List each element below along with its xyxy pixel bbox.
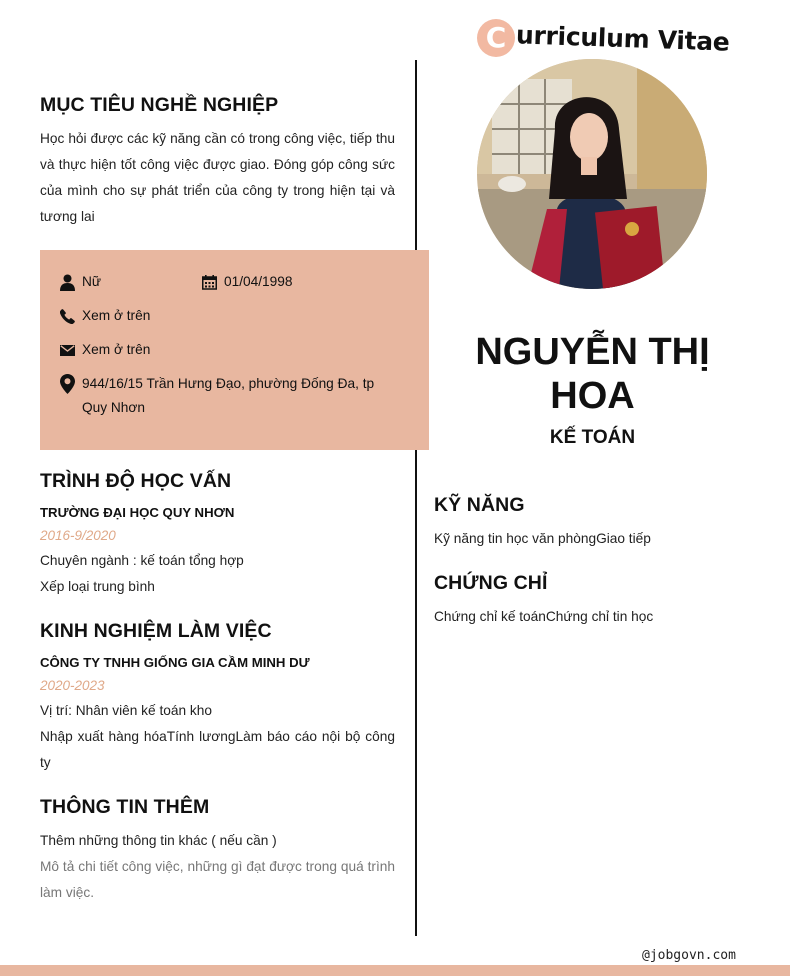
bottom-accent-bar — [0, 965, 790, 976]
phone-icon — [60, 304, 78, 328]
watermark-credit: @jobgovn.com — [642, 948, 736, 963]
education-school: TRƯỜNG ĐẠI HỌC QUY NHƠN — [40, 505, 235, 520]
additional-note: Mô tả chi tiết công việc, những gì đạt được trong quá trình làm việc. — [40, 859, 395, 900]
profile-photo — [477, 59, 707, 289]
education-title: TRÌNH ĐỘ HỌC VẤN — [40, 470, 232, 492]
experience-period: 2020-2023 — [40, 678, 105, 693]
email-value: Xem ở trên — [82, 342, 151, 357]
objective-title: MỤC TIÊU NGHỀ NGHIỆP — [40, 94, 279, 116]
candidate-role: KẾ TOÁN — [549, 427, 636, 448]
experience-company: CÔNG TY TNHH GIỐNG GIA CẦM MINH DƯ — [40, 655, 310, 670]
birthday-value: 01/04/1998 — [224, 274, 293, 289]
birthday-row — [202, 270, 293, 294]
gender-row — [60, 270, 101, 294]
skills-title: KỸ NĂNG — [434, 494, 525, 516]
education-grade: Xếp loại trung bình — [40, 579, 155, 594]
skills-text: Kỹ năng tin học văn phòngGiao tiếp — [434, 531, 651, 546]
cv-logo — [477, 18, 730, 58]
experience-tasks: Nhập xuất hàng hóaTính lươngLàm báo cáo nội bộ công ty — [40, 729, 395, 770]
envelope-icon — [60, 338, 78, 362]
objective-text: Học hỏi được các kỹ năng cần có trong công việc, tiếp thu và thực hiện tốt công việc được giao. Đóng góp công sức của mình cho sự phát triển của công ty trong hiện tại và tương lai — [40, 131, 395, 224]
education-major: Chuyên ngành : kế toán tổng hợp — [40, 553, 244, 568]
address-value: 944/16/15 Trần Hưng Đạo, phường Đống Đa, tp Quy Nhơn — [82, 376, 375, 415]
additional-title: THÔNG TIN THÊM — [40, 796, 210, 818]
candidate-name: NGUYỄN THỊ HOA — [475, 331, 710, 417]
experience-position: Vị trí: Nhân viên kế toán kho — [40, 703, 212, 718]
address-row — [60, 372, 390, 420]
email-row — [60, 338, 150, 362]
certificates-title: CHỨNG CHỈ — [434, 572, 548, 594]
location-pin-icon — [60, 372, 78, 396]
phone-value: Xem ở trên — [82, 308, 151, 323]
logo-letter: C — [485, 21, 507, 54]
logo-text: urriculum Vitae — [515, 19, 730, 57]
column-divider — [415, 60, 417, 936]
education-period: 2016-9/2020 — [40, 528, 116, 543]
calendar-icon — [202, 270, 220, 294]
experience-title: KINH NGHIỆM LÀM VIỆC — [40, 620, 272, 642]
phone-row — [60, 304, 150, 328]
personal-info-box — [40, 250, 429, 450]
logo-circle — [477, 19, 515, 57]
additional-text: Thêm những thông tin khác ( nếu cần ) — [40, 833, 277, 848]
certificates-text: Chứng chỉ kế toánChứng chỉ tin học — [434, 609, 654, 624]
gender-value: Nữ — [82, 274, 102, 289]
person-icon — [60, 270, 78, 294]
